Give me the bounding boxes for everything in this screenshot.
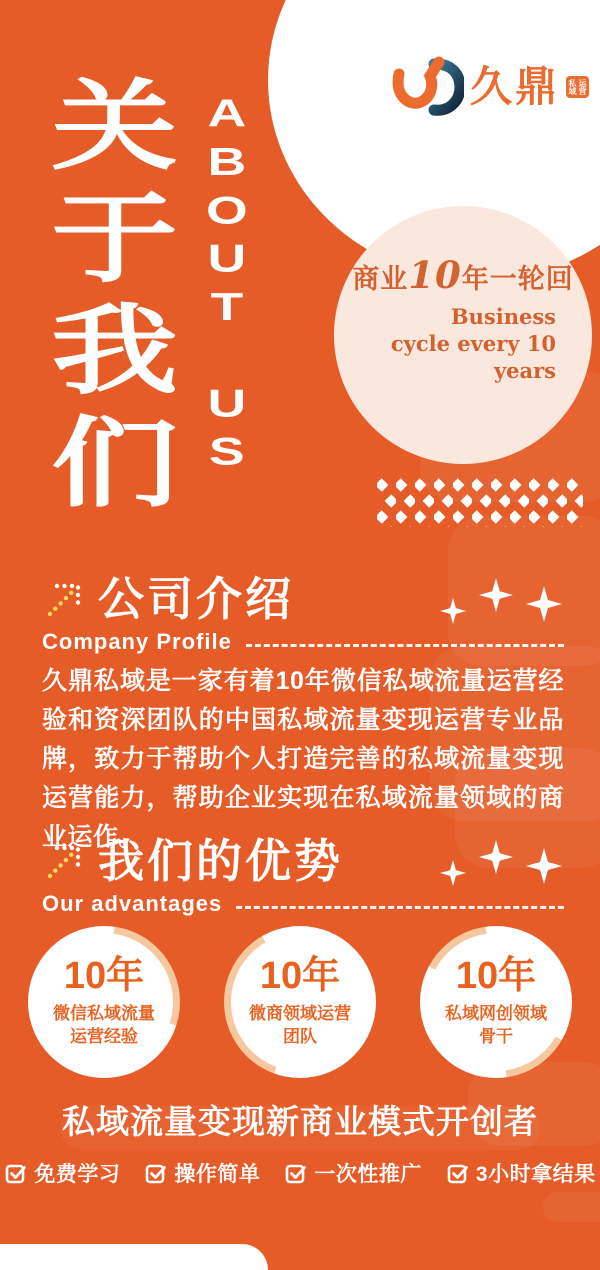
checklist-item <box>144 1158 260 1188</box>
background-ghost-shape <box>543 1192 600 1222</box>
sparkle-stars <box>440 578 562 626</box>
advantage-text: 团队 <box>283 1026 317 1046</box>
dotted-arrow-icon <box>42 839 88 883</box>
logo <box>388 56 589 118</box>
sparkle-icon <box>526 848 562 884</box>
section-our-advantages <box>42 836 564 917</box>
dotted-arrow-icon <box>42 577 88 621</box>
bubble-chinese-line <box>334 253 592 297</box>
advantage-circle <box>28 926 180 1078</box>
section-subtitle: Our advantages <box>42 890 223 916</box>
advantage-text: 骨干 <box>479 1026 513 1046</box>
advantage-text: 私域网创领域 <box>445 1003 547 1023</box>
logo-badge-text: 运营 <box>578 79 588 95</box>
bubble-english-lines <box>334 303 592 384</box>
checklist-label: 3小时拿结果 <box>475 1163 596 1186</box>
bubble-cn-suffix: 年一轮回 <box>461 263 574 295</box>
checkbox-icon <box>144 1161 168 1185</box>
bubble-number: 10 <box>408 252 462 297</box>
checklist-label: 操作简单 <box>174 1163 261 1186</box>
sparkle-stars <box>440 840 562 888</box>
business-cycle-bubble <box>334 206 592 464</box>
sparkle-icon <box>479 840 513 874</box>
section-title: 公司介绍 <box>98 573 294 625</box>
section-company-profile <box>42 574 564 655</box>
jd-monogram-icon <box>388 56 464 118</box>
advantage-circles <box>0 926 600 1078</box>
checkbox-icon <box>4 1161 28 1185</box>
bubble-en-line1: Business <box>450 303 556 329</box>
dashed-divider <box>236 906 564 909</box>
advantage-circle <box>420 926 572 1078</box>
tagline: 私域流量变现新商业模式开创者 <box>62 1103 538 1140</box>
feature-checklist <box>0 1158 600 1188</box>
sparkle-icon <box>440 860 466 886</box>
dashed-divider <box>246 644 564 647</box>
advantage-text: 微商领域运营 <box>249 1003 351 1023</box>
diamond-pattern-decoration <box>377 477 583 527</box>
checkbox-icon <box>446 1161 470 1185</box>
bubble-cn-prefix: 商业 <box>352 263 409 295</box>
checklist-label: 一次性推广 <box>314 1163 422 1186</box>
logo-badge-text: 私域 <box>568 79 578 95</box>
checklist-item <box>446 1158 596 1188</box>
sparkle-icon <box>479 578 513 612</box>
company-description: 久鼎私域是一家有着10年微信私域流量运营经验和资深团队的中国私域流量变现运营专业品牌，致力于帮助个人打造完善的私域流量变现运营能力，帮助企业实现在私域流量领域的商业运作。 <box>42 667 564 851</box>
sparkle-icon <box>526 586 562 622</box>
bubble-en-line2: cycle every 10 years <box>390 330 556 383</box>
advantage-circle <box>224 926 376 1078</box>
hero-title-chinese: 关于我们 <box>33 74 175 523</box>
advantage-text: 微信私域流量 <box>53 1003 155 1023</box>
checklist-label: 免费学习 <box>34 1163 121 1186</box>
checklist-item <box>4 1158 120 1188</box>
checklist-item <box>284 1158 422 1188</box>
advantage-years: 10年 <box>63 954 145 997</box>
logo-name: 久鼎 <box>470 63 561 110</box>
advantage-text: 运营经验 <box>70 1026 138 1046</box>
checkbox-icon <box>284 1161 308 1185</box>
hero-title-english: ABOUT US <box>197 92 257 479</box>
section-subtitle: Company Profile <box>42 628 232 654</box>
advantage-years: 10年 <box>455 954 537 997</box>
bottom-white-curve <box>0 1244 268 1270</box>
logo-badge <box>566 76 589 98</box>
advantage-years: 10年 <box>259 954 341 997</box>
sparkle-icon <box>440 598 466 624</box>
section-title: 我们的优势 <box>98 835 343 887</box>
